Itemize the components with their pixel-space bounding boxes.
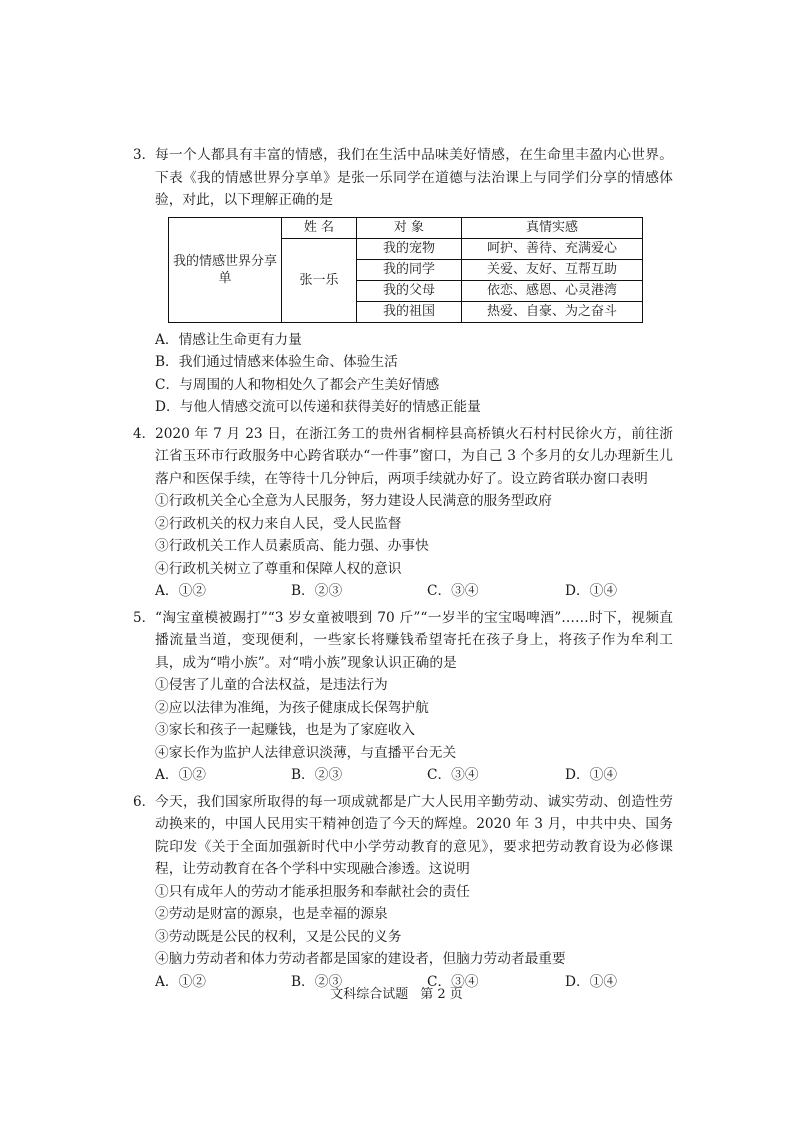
question-4-statement-3: ③行政机关工作人员素质高、能力强、办事快 [155,538,429,554]
choice-label: D． [155,399,180,415]
table-cell-object: 我的宠物 [357,238,462,259]
question-4-stem: 2020 年 7 月 23 日，在浙江务工的贵州省桐梓县高桥镇火石村村民徐火方，前往浙江省玉环市行政服务中心跨省联办“一件事”窗口，为自己 3 个多月的女儿办理新生儿落户和医保手续，在等待十几分钟后，两项手续就办好了。设立跨省联办窗口表明 [155,425,673,487]
option-label: C． [427,583,452,599]
question-5 [133,607,673,787]
option-label: A． [155,973,179,990]
question-4-number: 4． [133,425,156,442]
question-6-statement-4: ④脑力劳动者和体力劳动者都是国家的建设者，但脑力劳动者最重要 [155,951,566,967]
option-label: D． [565,973,590,990]
option-label: D． [565,767,590,783]
question-6-statement-1: ①只有成年人的劳动才能承担服务和奉献社会的责任 [155,883,470,900]
option-text: ①② [178,767,206,783]
choice-label: A． [155,331,179,348]
table-cell-feeling: 呵护、善待、充满爱心 [462,238,643,259]
question-3-choice-c[interactable] [155,374,673,397]
question-5-option-c[interactable] [427,764,479,787]
table-cell-object: 我的同学 [357,259,462,280]
question-3-choice-a[interactable] [155,329,673,352]
footer-page-number: 第 2 页 [420,987,463,1002]
option-text: ③④ [451,973,479,990]
option-text: ③④ [451,767,479,783]
emotion-share-table-wrapper [168,217,673,323]
table-cell-feeling: 关爱、友好、互帮互助 [462,259,643,280]
question-4-statement-2: ②行政机关的权力来自人民，受人民监督 [155,515,402,532]
option-text: ①④ [589,767,618,783]
question-6-number: 6． [133,793,156,810]
question-5-statement-1: ①侵害了儿童的合法权益，是违法行为 [155,677,388,693]
option-label: C． [427,767,452,783]
table-header-feeling: 真情实感 [462,217,643,238]
choice-text: 情感让生命更有力量 [178,331,302,348]
question-5-statement-3: ③家长和孩子一起赚钱，也是为了家庭收入 [155,722,416,738]
question-5-number: 5． [133,609,156,626]
option-text: ①② [178,583,206,599]
question-6-stem: 今天，我们国家所取得的每一项成就都是广大人民用辛勤劳动、诚实劳动、创造性劳动换来的，中国人民用实干精神创造了今天的辉煌。2020 年 3 月，中共中央、国务院印发《关于全面加强新时代中小学劳动教育的意见》，要求把劳动教育设为必修课程，让劳动教育在各个学科中实现融合渗透。这说明 [155,793,673,877]
question-4 [133,423,673,603]
table-title-cell: 我的情感世界分享单 [169,217,282,322]
option-label: B． [291,973,315,990]
question-3-choice-d[interactable] [155,396,673,419]
question-3-stem-row [133,144,673,212]
option-text: ①② [178,973,206,990]
option-text: ①④ [589,973,618,990]
table-row [169,217,643,238]
table-cell-feeling: 依恋、感恩、心灵港湾 [462,280,643,301]
choice-label: B． [155,354,179,370]
question-4-option-d[interactable] [565,580,617,603]
option-text: ②③ [314,973,343,990]
table-cell-object: 我的父母 [357,280,462,301]
question-5-option-d[interactable] [565,764,617,787]
table-header-name: 姓 名 [282,217,357,238]
option-label: A． [155,767,179,783]
table-cell-object: 我的祖国 [357,301,462,322]
option-text: ②③ [314,583,343,599]
question-3-stem: 每一个人都具有丰富的情感，我们在生活中品味美好情感，在生命里丰盈内心世界。下表《我的情感世界分享单》是张一乐同学在道德与法治课上与同学们分享的情感体验，对此，以下理解正确的是 [155,147,673,208]
option-text: ③④ [451,583,479,599]
option-label: B． [291,583,315,599]
table-student-name: 张一乐 [282,238,357,322]
option-label: C． [427,973,452,990]
question-5-statement-4: ④家长作为监护人法律意识淡薄，与直播平台无关 [155,744,457,761]
option-text: ①④ [589,583,618,599]
question-5-stem-row [133,607,673,675]
question-6-statement-3: ③劳动既是公民的权利，又是公民的义务 [155,928,402,945]
option-label: B． [291,767,315,783]
option-label: A． [155,583,179,599]
question-3-number: 3． [133,147,156,163]
question-5-stem: “淘宝童模被踢打”“3 岁女童被喂到 70 斤”“一岁半的宝宝喝啤酒”……时下，视频直播流量当道，变现便利，一些家长将赚钱希望寄托在孩子身上，将孩子作为牟利工具，成为“啃小族”。对“啃小族”现象认识正确的是 [155,609,673,671]
question-6-statement-2: ②劳动是财富的源泉，也是幸福的源泉 [155,906,388,922]
footer-title: 文科综合试题 [330,987,409,1002]
question-6-stem-row [133,791,673,881]
question-4-option-c[interactable] [427,580,479,603]
question-6 [133,791,673,994]
question-5-option-b[interactable] [291,764,342,787]
question-4-stem-row [133,423,673,491]
choice-text: 与他人情感交流可以传递和获得美好的情感正能量 [179,399,481,415]
question-4-option-b[interactable] [291,580,342,603]
question-5-statement-2: ②应以法律为准绳，为孩子健康成长保驾护航 [155,699,429,716]
question-4-option-a[interactable] [155,580,206,603]
exam-content [133,144,673,997]
question-3-choice-b[interactable] [155,351,673,374]
question-4-statement-1: ①行政机关全心全意为人民服务，努力建设人民满意的服务型政府 [155,493,552,509]
table-header-object: 对 象 [357,217,462,238]
question-3 [133,144,673,419]
question-4-statement-4: ④行政机关树立了尊重和保障人权的意识 [155,560,402,577]
emotion-share-table [168,217,643,323]
choice-label: C． [155,376,180,393]
table-cell-feeling: 热爱、自豪、为之奋斗 [462,301,643,322]
page-footer [0,986,793,1004]
choice-text: 与周围的人和物相处久了都会产生美好情感 [179,376,440,393]
question-5-option-a[interactable] [155,764,206,787]
choice-text: 我们通过情感来体验生命、体验生活 [178,354,398,370]
question-5-options [155,764,673,787]
option-label: D． [565,583,590,599]
question-4-options [155,580,673,603]
option-text: ②③ [314,767,343,783]
